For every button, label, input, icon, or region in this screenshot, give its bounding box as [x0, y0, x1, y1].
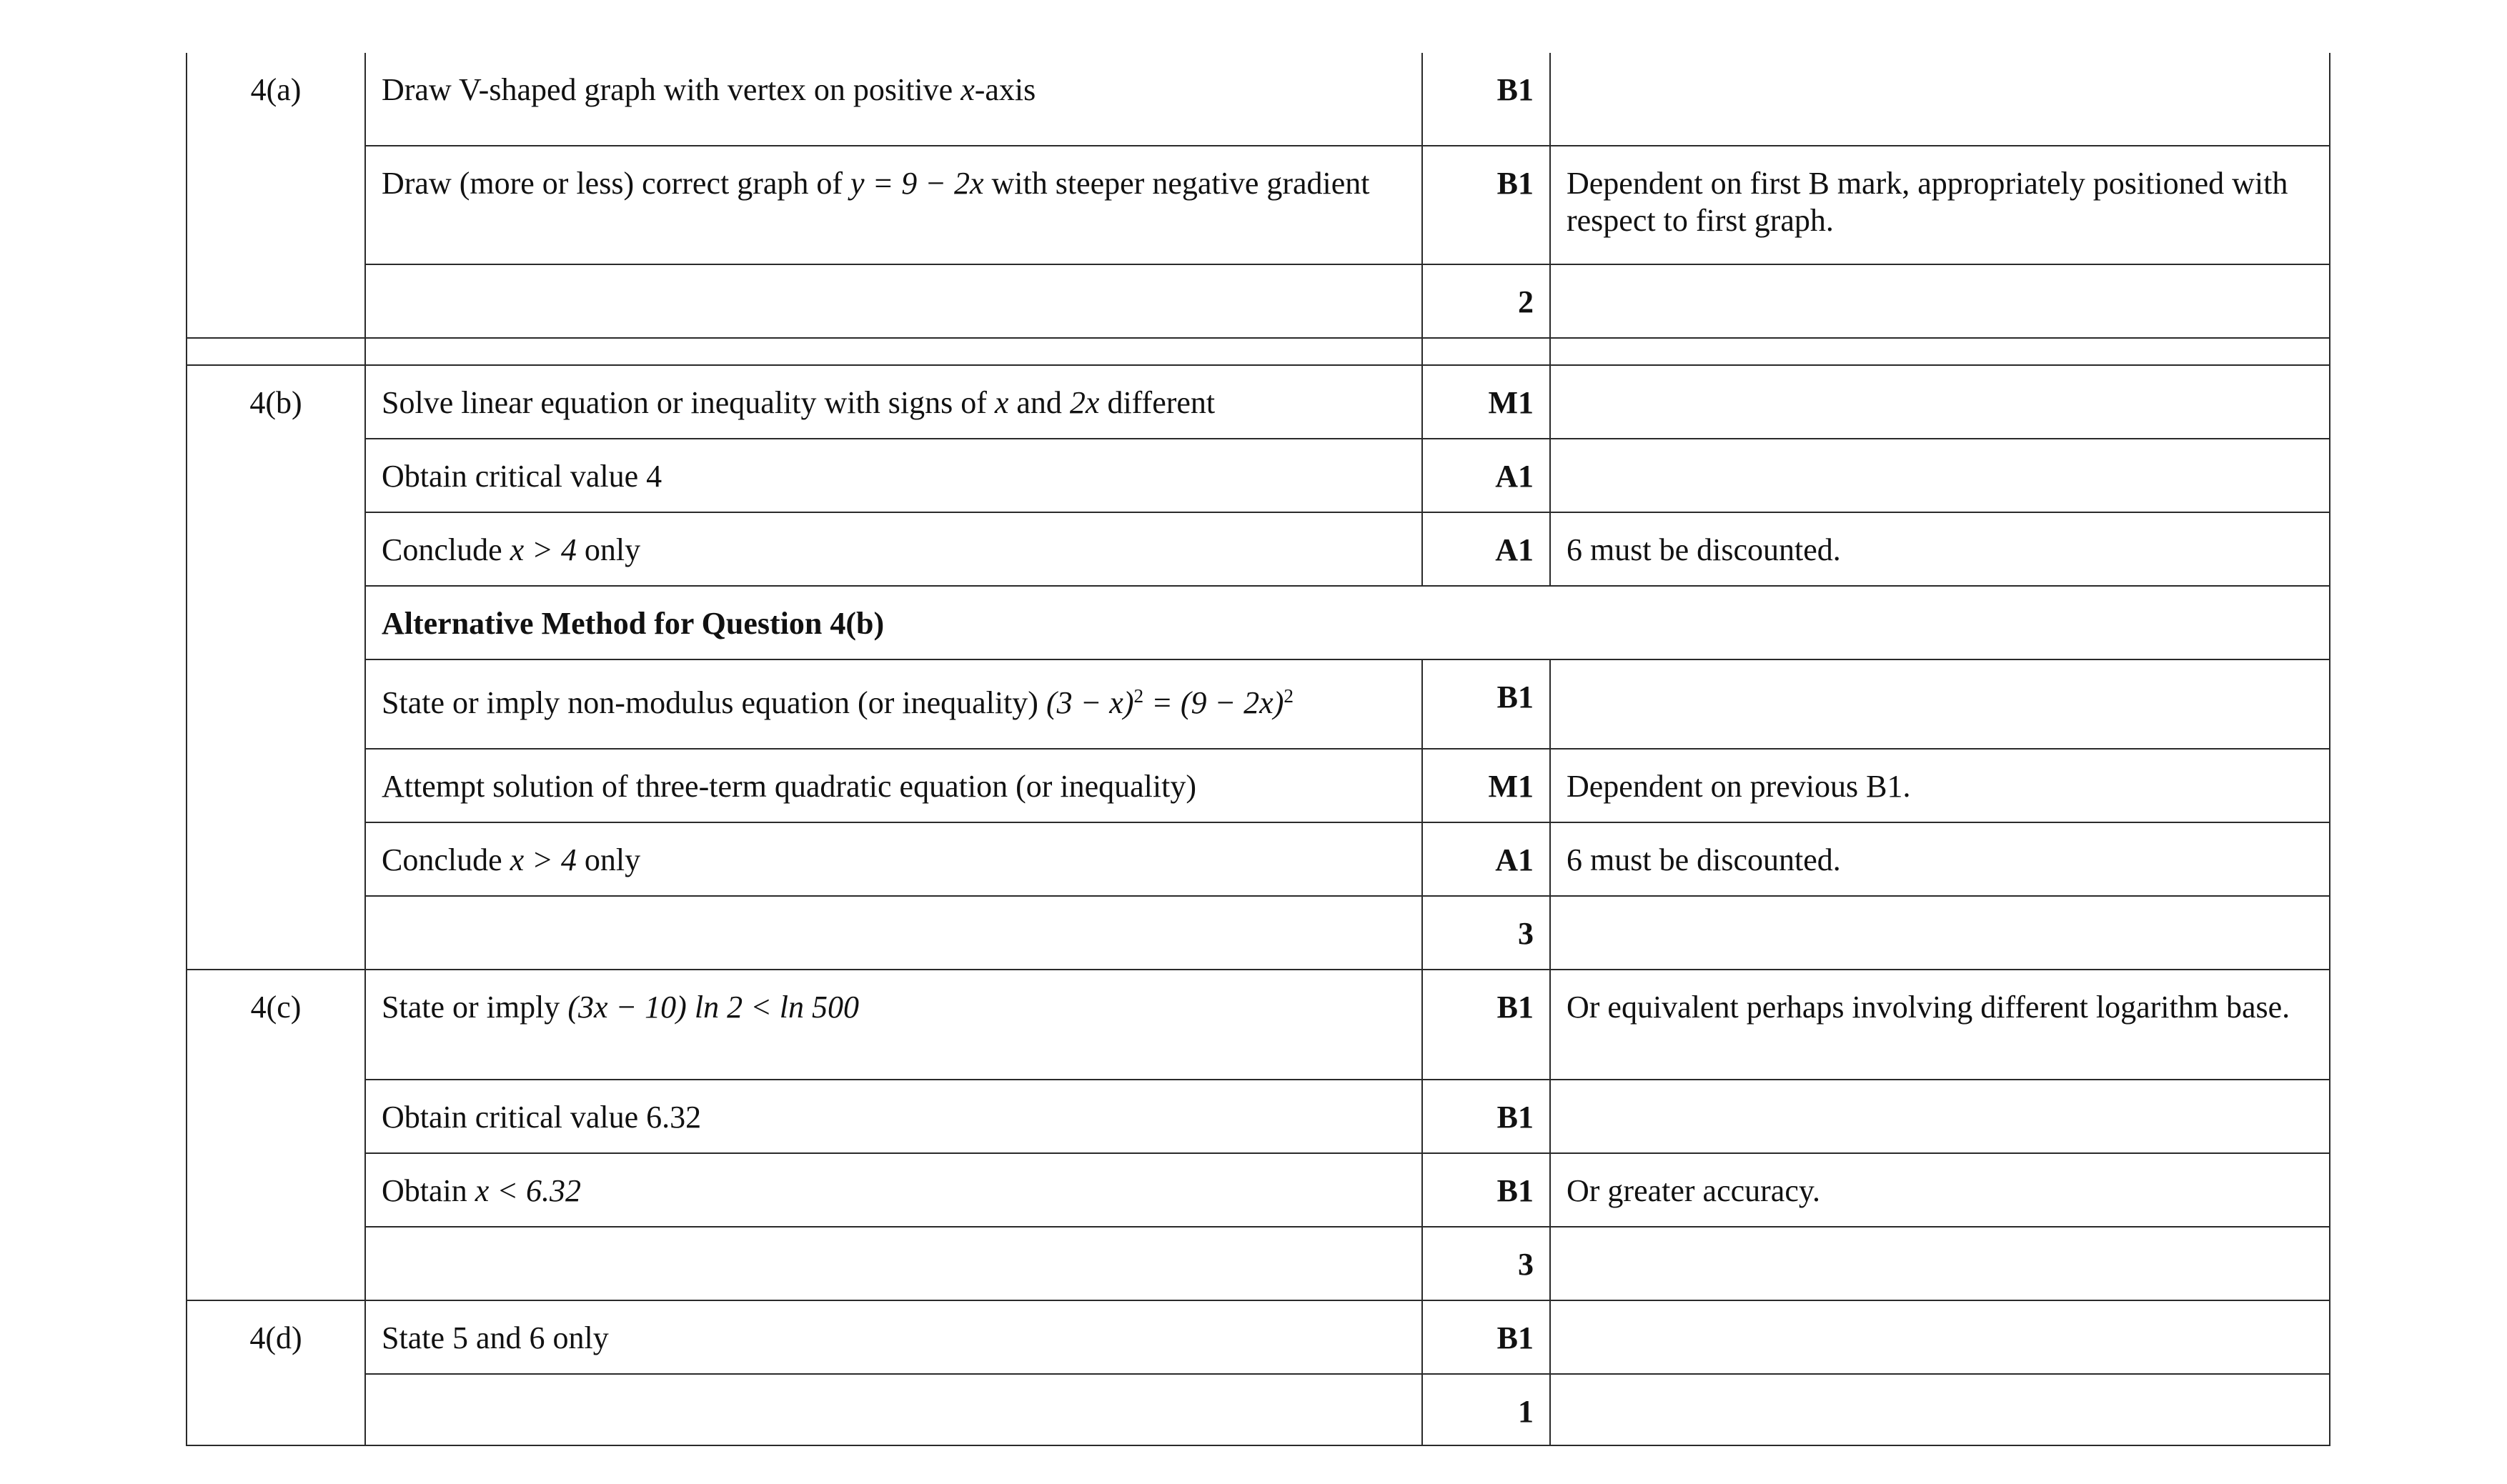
question-4c-block — [187, 970, 2330, 1300]
answer-text: State or imply — [382, 990, 560, 1025]
answer-cell — [365, 365, 1422, 439]
mark-cell: A1 — [1422, 822, 1550, 896]
divider-cell — [1550, 338, 2330, 365]
alt-method-heading: Alternative Method for Question 4(b) — [365, 586, 2330, 659]
math-text: y = 9 − 2x — [850, 166, 984, 201]
total-row — [187, 1374, 2330, 1445]
question-4b-block — [187, 365, 2330, 970]
exponent: 2 — [1284, 685, 1294, 707]
mark-cell: B1 — [1422, 970, 1550, 1080]
total-marks: 3 — [1422, 1227, 1550, 1300]
answer-text: with steeper negative gradient — [991, 166, 1370, 201]
answer-cell — [365, 264, 1422, 338]
table-row — [187, 1080, 2330, 1153]
question-4d-block — [187, 1300, 2330, 1445]
mark-cell: A1 — [1422, 439, 1550, 512]
guidance-cell — [1550, 1080, 2330, 1153]
mark-scheme-table — [186, 53, 2330, 1446]
answer-cell — [365, 1153, 1422, 1227]
mark-cell: B1 — [1422, 53, 1550, 146]
question-4a-block — [187, 53, 2330, 365]
mark-cell: B1 — [1422, 1080, 1550, 1153]
table-row — [187, 53, 2330, 146]
question-number: 4(b) — [187, 365, 365, 970]
mark-cell: B1 — [1422, 1153, 1550, 1227]
divider-cell — [1422, 338, 1550, 365]
divider-cell — [187, 338, 365, 365]
math-expression — [850, 166, 983, 201]
table-row — [187, 512, 2330, 586]
mark-cell: M1 — [1422, 365, 1550, 439]
answer-cell — [365, 659, 1422, 749]
guidance-cell — [1550, 1227, 2330, 1300]
answer-text: State or imply non-modulus equation (or inequality) — [382, 685, 1038, 720]
question-number: 4(a) — [187, 53, 365, 338]
mark-cell: A1 — [1422, 512, 1550, 586]
total-marks: 3 — [1422, 896, 1550, 970]
math-text: x > 4 — [510, 842, 577, 877]
total-row — [187, 264, 2330, 338]
answer-cell: Obtain critical value 4 — [365, 439, 1422, 512]
math-text: x — [994, 385, 1009, 420]
answer-cell: Draw V-shaped graph with vertex on positive x-axis — [365, 53, 1422, 146]
total-marks: 1 — [1422, 1374, 1550, 1445]
answer-text: and — [1016, 385, 1062, 420]
answer-cell: Attempt solution of three-term quadratic equation (or inequality) — [365, 749, 1422, 822]
alt-method-row — [187, 586, 2330, 659]
guidance-cell — [1550, 439, 2330, 512]
answer-cell: State 5 and 6 only — [365, 1300, 1422, 1374]
guidance-cell — [1550, 1374, 2330, 1445]
answer-text: Draw (more or less) correct graph of — [382, 166, 843, 201]
answer-cell — [365, 896, 1422, 970]
answer-cell — [365, 970, 1422, 1080]
exponent: 2 — [1133, 685, 1144, 707]
answer-cell — [365, 1374, 1422, 1445]
mark-cell: M1 — [1422, 749, 1550, 822]
math-text: (3 − x) — [1046, 685, 1134, 720]
question-number: 4(c) — [187, 970, 365, 1300]
table-row — [187, 365, 2330, 439]
total-row — [187, 1227, 2330, 1300]
guidance-cell: Or equivalent perhaps involving different logarithm base. — [1550, 970, 2330, 1080]
question-number: 4(d) — [187, 1300, 365, 1445]
guidance-cell — [1550, 659, 2330, 749]
answer-cell: Obtain critical value 6.32 — [365, 1080, 1422, 1153]
table-row — [187, 146, 2330, 264]
table-row — [187, 1300, 2330, 1374]
guidance-cell: Dependent on first B mark, appropriately positioned with respect to first graph. — [1550, 146, 2330, 264]
question-divider — [187, 338, 2330, 365]
answer-text: Solve linear equation or inequality with signs of — [382, 385, 987, 420]
divider-cell — [365, 338, 1422, 365]
guidance-cell — [1550, 896, 2330, 970]
math-text: x > 4 — [510, 532, 577, 567]
answer-text: different — [1107, 385, 1216, 420]
guidance-cell — [1550, 365, 2330, 439]
answer-cell — [365, 512, 1422, 586]
guidance-cell — [1550, 1300, 2330, 1374]
guidance-cell: Dependent on previous B1. — [1550, 749, 2330, 822]
table-row — [187, 1153, 2330, 1227]
answer-text: only — [584, 532, 641, 567]
answer-text: Conclude — [382, 842, 502, 877]
math-text: (3x − 10) ln 2 < ln 500 — [567, 990, 859, 1025]
answer-text: Obtain — [382, 1173, 467, 1208]
math-text: x < 6.32 — [475, 1173, 581, 1208]
answer-text: Conclude — [382, 532, 502, 567]
math-text: = (9 − 2x) — [1143, 685, 1284, 720]
guidance-cell: Or greater accuracy. — [1550, 1153, 2330, 1227]
mark-cell: B1 — [1422, 146, 1550, 264]
answer-cell — [365, 1227, 1422, 1300]
total-marks: 2 — [1422, 264, 1550, 338]
mark-cell: B1 — [1422, 659, 1550, 749]
math-text: 2x — [1069, 385, 1100, 420]
guidance-cell: 6 must be discounted. — [1550, 822, 2330, 896]
mark-cell: B1 — [1422, 1300, 1550, 1374]
table-row — [187, 659, 2330, 749]
answer-cell — [365, 146, 1422, 264]
table-row — [187, 749, 2330, 822]
table-row — [187, 970, 2330, 1080]
answer-text: only — [584, 842, 641, 877]
table-row — [187, 822, 2330, 896]
math-expression — [1046, 685, 1294, 720]
guidance-cell — [1550, 53, 2330, 146]
guidance-cell — [1550, 264, 2330, 338]
total-row — [187, 896, 2330, 970]
table-row — [187, 439, 2330, 512]
guidance-cell: 6 must be discounted. — [1550, 512, 2330, 586]
answer-cell — [365, 822, 1422, 896]
